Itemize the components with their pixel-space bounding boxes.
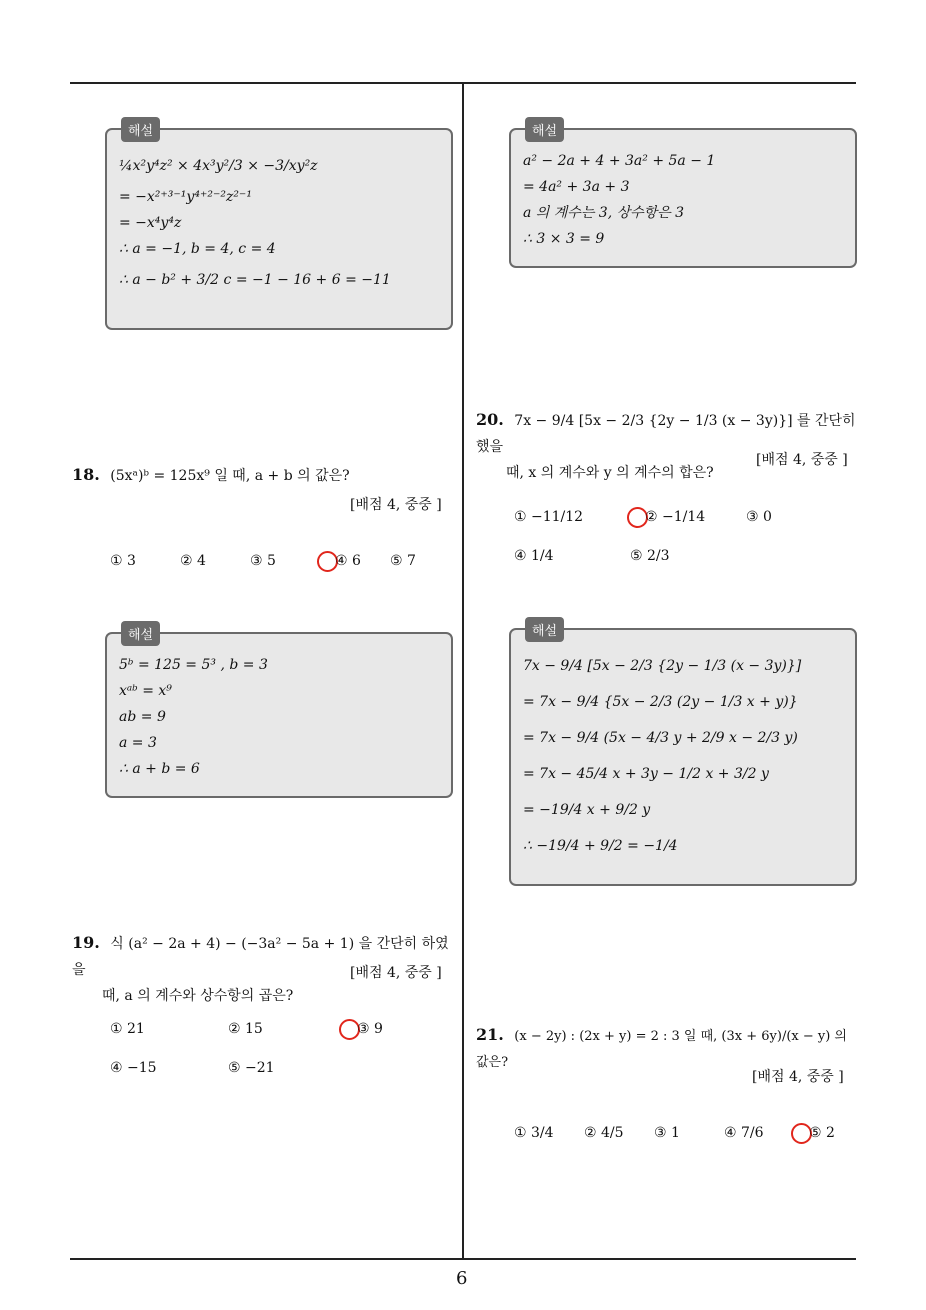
question-number: 20. [476,410,504,429]
solution-line: = −x⁴y⁴z [119,215,182,231]
solution-line: a² − 2a + 4 + 3a² + 5a − 1 [523,153,716,169]
choice-label: ③ 0 [746,509,772,525]
choice-label: ④ −15 [110,1060,157,1076]
question-text: 식 (a² − 2a + 4) − (−3a² − 5a + 1) 을 간단히 하였을 [72,936,449,978]
question-20 [476,408,861,486]
solution-line: 5ᵇ = 125 = 5³ , b = 3 [119,657,268,673]
question-text: 7x − 9/4 [5x − 2/3 {2y − 1/3 (x − 3y)}] 를 간단히 했을 [476,413,856,455]
solution-line: = 7x − 9/4 (5x − 4/3 y + 2/9 x − 2/3 y) [523,730,798,746]
choice-3[interactable] [746,509,772,525]
solution-box-19 [509,124,857,268]
question-score: [배점 4, 중중 ] [752,1069,844,1085]
question-text: 때, a 의 계수와 상수항의 곱은? [102,988,294,1004]
choice-label: ② 4/5 [584,1125,624,1141]
choice-3[interactable] [654,1125,680,1141]
solution-line: = 7x − 45/4 x + 3y − 1/2 x + 3/2 y [523,766,769,782]
choice-4[interactable] [724,1125,764,1141]
question-text: 때, x 의 계수와 y 의 계수의 합은? [506,465,714,481]
solution-label: 해설 [121,621,160,646]
choice-4[interactable] [514,548,554,564]
bottom-rule [70,1258,856,1260]
choice-2[interactable] [180,553,206,569]
choice-1[interactable] [514,509,583,525]
solution-line: ∴ a + b = 6 [119,761,200,777]
choice-label: ③ 1 [654,1125,680,1141]
choice-3-answer[interactable] [342,1021,383,1037]
choice-5[interactable] [390,553,416,569]
choice-3[interactable] [250,553,276,569]
solution-line: 7x − 9/4 [5x − 2/3 {2y − 1/3 (x − 3y)}] [523,658,802,674]
choice-1[interactable] [514,1125,554,1141]
solution-line: ∴ −19/4 + 9/2 = −1/4 [523,838,678,854]
choice-label: ① −11/12 [514,509,584,525]
choice-label: ⑤ 2/3 [630,548,670,564]
choice-label: ③ 5 [250,553,276,569]
choice-label: ⑤ 7 [390,553,416,569]
solution-line: ∴ 3 × 3 = 9 [523,231,605,247]
choice-5[interactable] [630,548,670,564]
choice-label: ③ 9 [357,1021,383,1037]
choice-label: ② 15 [228,1021,263,1037]
solution-line: ∴ a − b² + 3/2 c = −1 − 16 + 6 = −11 [119,272,391,288]
solution-box-18 [105,628,453,798]
choice-label: ④ 1/4 [514,548,554,564]
question-number: 21. [476,1025,504,1044]
solution-box-17 [105,124,453,330]
question-number: 19. [72,933,100,952]
question-score: [배점 4, 중중 ] [350,965,442,981]
choice-label: ④ 6 [335,553,361,569]
choice-label: ⑤ −21 [228,1060,275,1076]
choice-label: ④ 7/6 [724,1125,764,1141]
solution-line: xᵃᵇ = x⁹ [119,683,172,699]
choice-1[interactable] [110,553,136,569]
question-text: (5xᵃ)ᵇ = 125x⁹ 일 때, a + b 의 값은? [110,468,350,484]
column-divider [462,84,464,1259]
question-number: 18. [72,465,100,484]
question-18 [72,463,452,489]
page-number: 6 [456,1268,468,1289]
solution-label: 해설 [525,617,564,642]
choice-label: ⑤ 2 [809,1125,835,1141]
choice-label: ② 4 [180,553,206,569]
solution-line: = 4a² + 3a + 3 [523,179,630,195]
choice-4-answer[interactable] [320,553,361,569]
solution-line: = −x²⁺³⁻¹y⁴⁺²⁻²z²⁻¹ [119,189,252,205]
solution-label: 해설 [121,117,160,142]
choice-label: ① 21 [110,1021,145,1037]
choice-2[interactable] [228,1021,263,1037]
solution-line: ∴ a = −1, b = 4, c = 4 [119,241,276,257]
choice-label: ① 3/4 [514,1125,554,1141]
solution-box-20 [509,624,857,886]
solution-line: = 7x − 9/4 {5x − 2/3 (2y − 1/3 x + y)} [523,694,798,710]
choice-2[interactable] [584,1125,624,1141]
choice-label: ② −1/14 [645,509,706,525]
solution-line: = −19/4 x + 9/2 y [523,802,651,818]
choice-5-answer[interactable] [794,1125,835,1141]
question-score: [배점 4, 중중 ] [350,497,442,513]
choice-4[interactable] [110,1060,157,1076]
solution-label: 해설 [525,117,564,142]
question-score: [배점 4, 중중 ] [756,452,848,468]
question-text: (x − 2y) : (2x + y) = 2 : 3 일 때, (3x + 6y)/(x − y) 의 값은? [476,1029,847,1070]
solution-line: a = 3 [119,735,157,751]
solution-line: ¼x²y⁴z² × 4x³y²/3 × −3/xy²z [119,158,318,174]
solution-line: a 의 계수는 3, 상수항은 3 [523,205,685,221]
choice-label: ① 3 [110,553,136,569]
choice-1[interactable] [110,1021,145,1037]
choice-2-answer[interactable] [630,509,705,525]
choice-5[interactable] [228,1060,275,1076]
solution-line: ab = 9 [119,709,166,725]
